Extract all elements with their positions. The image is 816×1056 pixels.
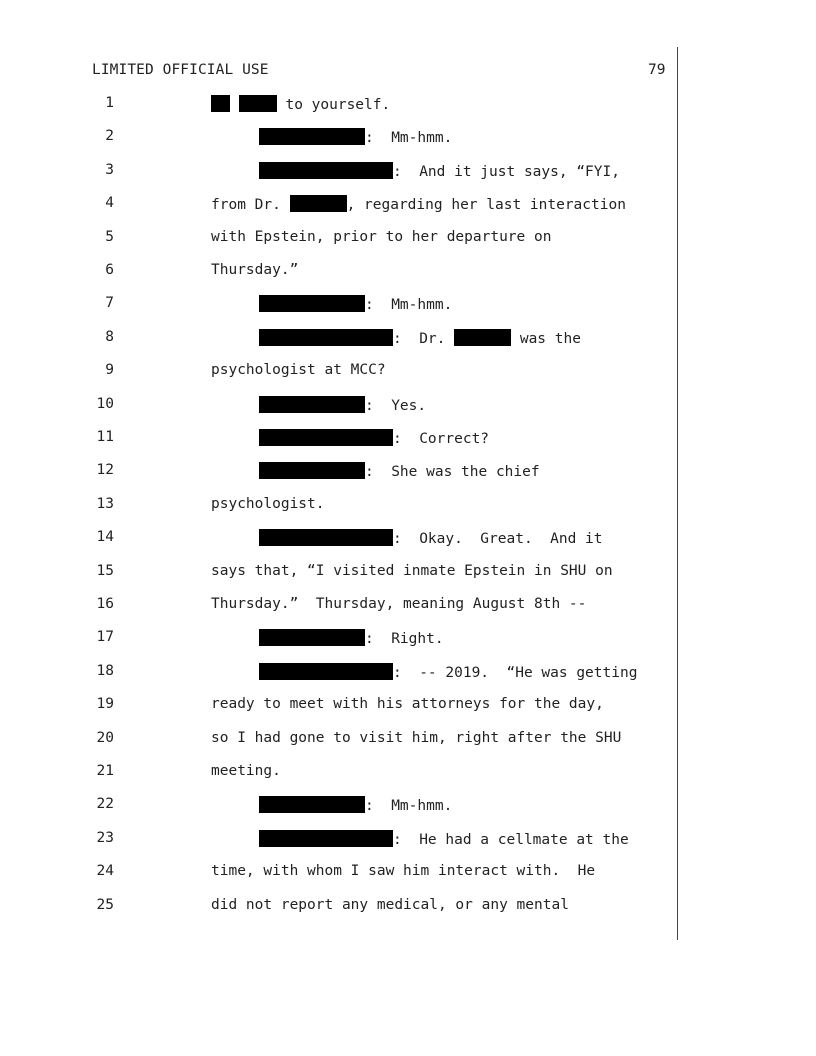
line-number: 3 <box>105 161 114 178</box>
line-text <box>211 262 298 278</box>
transcript-line <box>0 696 816 729</box>
line-text <box>259 128 452 146</box>
text-segment: ready to meet with his attorneys for the day, <box>211 696 604 713</box>
redaction-box <box>259 830 393 847</box>
redaction-box <box>259 529 393 546</box>
line-text <box>211 730 621 746</box>
transcript-line <box>0 128 816 161</box>
text-segment: : Correct? <box>393 431 490 447</box>
line-number: 1 <box>105 95 114 111</box>
transcript-line <box>0 229 816 262</box>
text-segment: meeting. <box>211 763 281 779</box>
line-text <box>259 796 452 814</box>
line-text <box>211 897 569 913</box>
classification-header: LIMITED OFFICIAL USE <box>92 62 269 78</box>
line-number: 11 <box>96 429 114 445</box>
redaction-box <box>259 329 393 346</box>
text-segment: : Mm-hmm. <box>365 798 453 815</box>
line-number: 16 <box>96 596 114 612</box>
text-segment: Thursday.” <box>211 262 299 278</box>
text-segment: , regarding her last interaction <box>346 197 626 214</box>
line-number: 8 <box>105 328 114 345</box>
line-number: 4 <box>105 195 114 212</box>
text-segment: with Epstein, prior to her departure on <box>211 228 552 245</box>
text-segment: time, with whom I saw him interact with. He <box>211 863 596 880</box>
text-segment: : She was the chief <box>365 464 540 481</box>
line-text <box>259 529 603 547</box>
transcript-line <box>0 396 816 429</box>
transcript-line <box>0 796 816 829</box>
line-text <box>259 663 637 681</box>
text-segment: was the <box>511 330 581 347</box>
line-text <box>259 462 540 480</box>
transcript-line <box>0 195 816 228</box>
line-number: 18 <box>96 662 114 679</box>
text-segment: from Dr. <box>211 197 290 214</box>
transcript-line <box>0 462 816 495</box>
text-segment: : Yes. <box>365 397 427 414</box>
transcript-line <box>0 162 816 195</box>
transcript-line <box>0 730 816 763</box>
redaction-box <box>259 128 365 145</box>
line-text <box>211 496 325 512</box>
line-number: 19 <box>96 696 114 713</box>
line-text <box>259 162 620 180</box>
line-text <box>211 596 586 612</box>
redaction-box <box>454 329 511 346</box>
text-segment: : Right. <box>365 631 444 648</box>
line-number: 25 <box>96 896 114 913</box>
transcript-line <box>0 596 816 629</box>
line-text <box>259 295 452 313</box>
redaction-box <box>211 95 230 112</box>
page-number: 79 <box>648 62 666 78</box>
line-text <box>211 362 386 378</box>
transcript-line <box>0 529 816 562</box>
line-text <box>211 229 551 245</box>
transcript-line <box>0 496 816 529</box>
text-segment: : Mm-hmm. <box>365 130 453 147</box>
transcript-line <box>0 429 816 462</box>
line-number: 7 <box>105 295 114 312</box>
transcript-line <box>0 563 816 596</box>
text-segment: psychologist at MCC? <box>211 362 386 379</box>
line-number: 20 <box>96 729 114 746</box>
text-segment: : And it just says, “FYI, <box>393 163 620 180</box>
line-number: 22 <box>96 796 114 813</box>
redaction-box <box>259 663 393 680</box>
redaction-box <box>259 629 365 646</box>
line-text <box>211 863 595 879</box>
line-text <box>259 396 426 414</box>
line-number: 2 <box>105 128 114 145</box>
text-segment: : -- 2019. “He was getting <box>393 664 638 681</box>
text-segment: Thursday.” Thursday, meaning August 8th -- <box>211 596 587 612</box>
line-number: 6 <box>105 262 114 278</box>
redaction-box <box>259 295 365 312</box>
line-number: 23 <box>96 829 114 846</box>
transcript-line <box>0 897 816 930</box>
line-number: 12 <box>96 462 114 479</box>
text-segment: : Okay. Great. And it <box>393 531 603 548</box>
line-text <box>211 696 604 712</box>
text-segment: so I had gone to visit him, right after the SHU <box>211 729 622 746</box>
line-text <box>259 329 581 347</box>
line-number: 9 <box>105 362 114 379</box>
redaction-box <box>259 396 365 413</box>
line-number: 21 <box>96 763 114 779</box>
line-text <box>211 95 390 113</box>
line-number: 5 <box>105 228 114 245</box>
line-number: 10 <box>96 395 114 412</box>
redaction-box <box>239 95 277 112</box>
text-segment: says that, “I visited inmate Epstein in SHU on <box>211 562 613 579</box>
transcript-line <box>0 95 816 128</box>
text-segment: did not report any medical, or any mental <box>211 896 569 913</box>
redaction-box <box>290 195 347 212</box>
line-number: 17 <box>96 629 114 646</box>
line-text <box>211 195 626 213</box>
line-number: 24 <box>96 863 114 880</box>
line-number: 15 <box>96 562 114 579</box>
line-number: 13 <box>96 495 114 512</box>
text-segment <box>230 97 239 113</box>
transcript-line <box>0 295 816 328</box>
transcript-line <box>0 863 816 896</box>
transcript-line <box>0 329 816 362</box>
redaction-box <box>259 796 365 813</box>
transcript-line <box>0 763 816 796</box>
text-segment: to yourself. <box>276 97 391 113</box>
text-segment: : He had a cellmate at the <box>393 831 629 848</box>
transcript-line <box>0 362 816 395</box>
transcript-line <box>0 663 816 696</box>
transcript-line <box>0 262 816 295</box>
text-segment: : Mm-hmm. <box>365 297 453 314</box>
redaction-box <box>259 162 393 179</box>
transcript-line <box>0 629 816 662</box>
line-number: 14 <box>96 529 114 546</box>
text-segment: : Dr. <box>393 330 455 347</box>
line-text <box>211 563 613 579</box>
line-text <box>259 629 444 647</box>
transcript-line <box>0 830 816 863</box>
line-text <box>259 830 629 848</box>
text-segment: psychologist. <box>211 495 325 512</box>
line-text <box>211 763 281 779</box>
redaction-box <box>259 429 393 446</box>
redaction-box <box>259 462 365 479</box>
line-text <box>259 429 489 447</box>
